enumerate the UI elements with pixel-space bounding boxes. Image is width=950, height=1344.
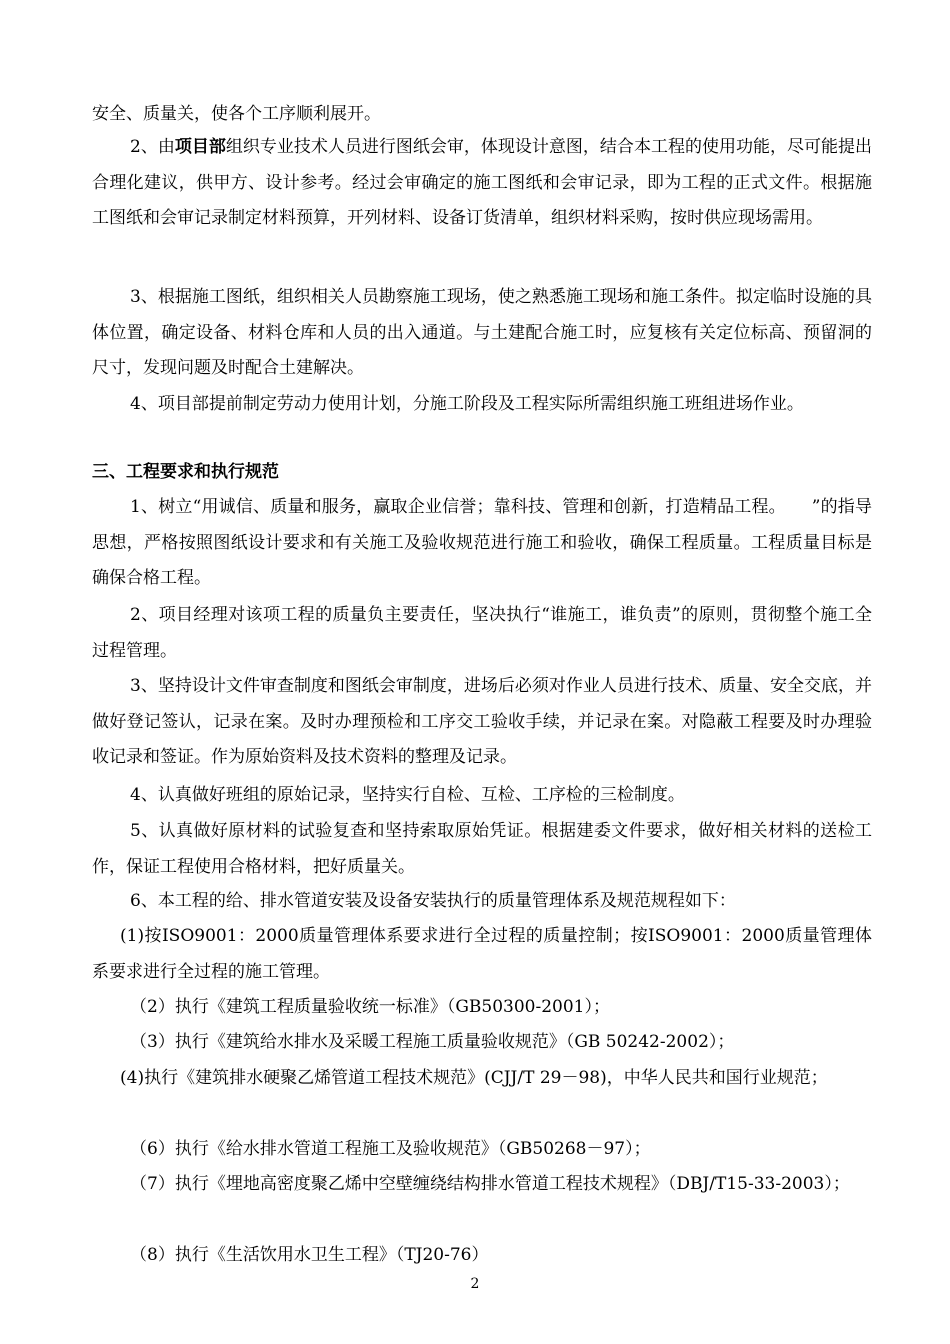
section3-paragraph-1: 1、树立“用诚信、质量和服务，赢取企业信誉；靠科技、管理和创新，打造精品工程。 ”的指导思想，严格按照图纸设计要求和有关施工及验收规范进行施工和验收，确保工程质量。工程质量目标是确保合格工程。	[92, 497, 872, 588]
standard-item-4: (4)执行《建筑排水硬聚乙烯管道工程技术规范》(CJJ/T 29－98)，中华人民共和国行业规范；	[120, 1068, 828, 1088]
item2-bold-term: 项目部	[174, 137, 226, 157]
section3-paragraph-3: 3、坚持设计文件审查制度和图纸会审制度，进场后必须对作业人员进行技术、质量、安全交底，并做好登记签认，记录在案。及时办理预检和工序交工验收手续，并记录在案。对隐蔽工程要及时办理验收记录和签证。作为原始资料及技术资料的整理及记录。	[92, 676, 872, 767]
section3-paragraph-5: 5、认真做好原材料的试验复查和坚持索取原始凭证。根据建委文件要求，做好相关材料的送检工作，保证工程使用合格材料，把好质量关。	[92, 821, 872, 877]
item2-text: 组织专业技术人员进行图纸会审，体现设计意图，结合本工程的使用功能，尽可能提出合理化建议，供甲方、设计参考。经过会审确定的施工图纸和会审记录，即为工程的正式文件。根据施工图纸和会审记录制定材料预算，开列材料、设备订货清单，组织材料采购，按时供应现场需用。	[92, 137, 872, 228]
item2-prefix: 2、由	[130, 137, 175, 157]
standard-item-6: （6）执行《给水排水管道工程施工及验收规范》（GB50268－97）；	[130, 1139, 651, 1159]
continuation-paragraph: 安全、质量关，使各个工序顺利展开。	[92, 104, 381, 124]
section3-paragraph-6: 6、本工程的给、排水管道安装及设备安装执行的质量管理体系及规范规程如下：	[130, 891, 736, 911]
standard-item-8: （8）执行《生活饮用水卫生工程》（TJ20-76）	[130, 1245, 489, 1265]
paragraph-item-2	[92, 130, 872, 237]
standard-item-2: （2）执行《建筑工程质量验收统一标准》（GB50300-2001）；	[130, 997, 610, 1017]
section-heading: 三、工程要求和执行规范	[92, 462, 279, 482]
page-number: 2	[470, 1276, 480, 1292]
section3-paragraph-2: 2、项目经理对该项工程的质量负主要责任，坚决执行“谁施工，谁负责”的原则，贯彻整个施工全过程管理。	[92, 605, 872, 661]
paragraph-item-4: 4、项目部提前制定劳动力使用计划，分施工阶段及工程实际所需组织施工班组进场作业。	[130, 394, 804, 414]
standard-item-1: (1)按ISO9001：2000质量管理体系要求进行全过程的质量控制；按ISO9001：2000质量管理体系要求进行全过程的施工管理。	[92, 926, 872, 982]
paragraph-item-3: 3、根据施工图纸，组织相关人员勘察施工现场，使之熟悉施工现场和施工条件。拟定临时设施的具体位置，确定设备、材料仓库和人员的出入通道。与土建配合施工时，应复核有关定位标高、预留洞的尺寸，发现问题及时配合土建解决。	[92, 287, 872, 378]
section3-paragraph-4: 4、认真做好班组的原始记录，坚持实行自检、互检、工序检的三检制度。	[130, 785, 685, 805]
standard-item-3: （3）执行《建筑给水排水及采暖工程施工质量验收规范》（GB 50242-2002）；	[130, 1032, 735, 1052]
standard-item-7: （7）执行《埋地高密度聚乙烯中空壁缠绕结构排水管道工程技术规程》（DBJ/T15-33-2003）；	[130, 1174, 850, 1194]
